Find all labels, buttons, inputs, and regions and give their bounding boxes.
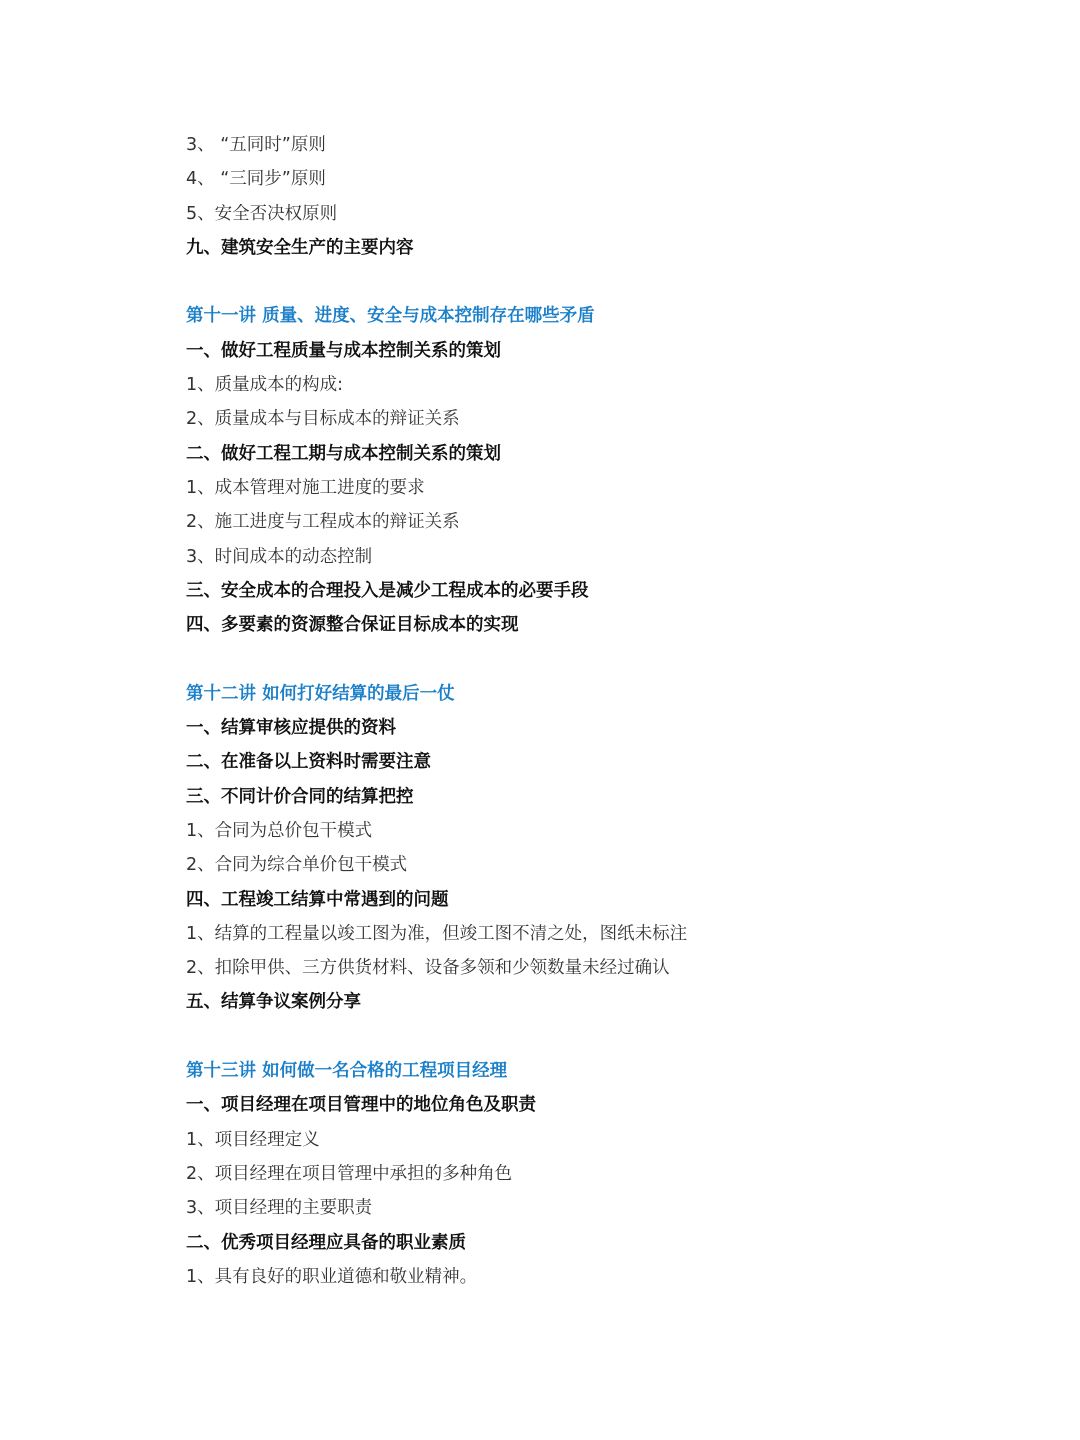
list-item: 2、合同为综合单价包干模式 <box>186 855 408 876</box>
list-item: 2、质量成本与目标成本的辩证关系 <box>186 409 460 430</box>
list-item: 2、施工进度与工程成本的辩证关系 <box>186 512 460 533</box>
section-heading: 三、安全成本的合理投入是减少工程成本的必要手段 <box>186 580 589 601</box>
lecture-title: 第十二讲 如何打好结算的最后一仗 <box>186 683 455 704</box>
section-heading: 二、做好工程工期与成本控制关系的策划 <box>186 443 501 464</box>
list-item: 3、项目经理的主要职责 <box>186 1198 373 1219</box>
section-heading: 一、项目经理在项目管理中的地位角色及职责 <box>186 1095 536 1116</box>
list-item: 1、结算的工程量以竣工图为准，但竣工图不清之处，图纸未标注 <box>186 923 688 944</box>
section-heading: 一、结算审核应提供的资料 <box>186 718 396 739</box>
document-page <box>186 128 1046 1294</box>
list-item: 1、成本管理对施工进度的要求 <box>186 477 425 498</box>
section-gap <box>186 642 1046 676</box>
list-item: 5、安全否决权原则 <box>186 203 338 224</box>
section-heading: 二、在准备以上资料时需要注意 <box>186 752 431 773</box>
list-item: 1、质量成本的构成: <box>186 375 344 396</box>
list-item: 3、时间成本的动态控制 <box>186 546 373 567</box>
section-gap <box>186 265 1046 299</box>
section-heading: 一、做好工程质量与成本控制关系的策划 <box>186 340 501 361</box>
lecture-title: 第十一讲 质量、进度、安全与成本控制存在哪些矛盾 <box>186 306 595 327</box>
list-item: 4、 “三同步”原则 <box>186 169 326 190</box>
list-item: 2、扣除甲供、三方供货材料、设备多领和少领数量未经过确认 <box>186 958 670 979</box>
list-item: 3、 “五同时”原则 <box>186 135 326 155</box>
section-heading: 九、建筑安全生产的主要内容 <box>186 237 414 258</box>
section-gap <box>186 1020 1046 1054</box>
section-heading: 五、结算争议案例分享 <box>186 992 361 1013</box>
lecture-title: 第十三讲 如何做一名合格的工程项目经理 <box>186 1061 508 1082</box>
section-heading: 四、多要素的资源整合保证目标成本的实现 <box>186 615 519 636</box>
list-item: 1、合同为总价包干模式 <box>186 820 373 841</box>
section-heading: 四、工程竣工结算中常遇到的问题 <box>186 889 449 910</box>
section-heading: 三、不同计价合同的结算把控 <box>186 786 414 807</box>
list-item: 2、项目经理在项目管理中承担的多种角色 <box>186 1163 513 1184</box>
section-heading: 二、优秀项目经理应具备的职业素质 <box>186 1232 466 1253</box>
list-item: 1、具有良好的职业道德和敬业精神。 <box>186 1266 478 1287</box>
list-item: 1、项目经理定义 <box>186 1129 320 1150</box>
